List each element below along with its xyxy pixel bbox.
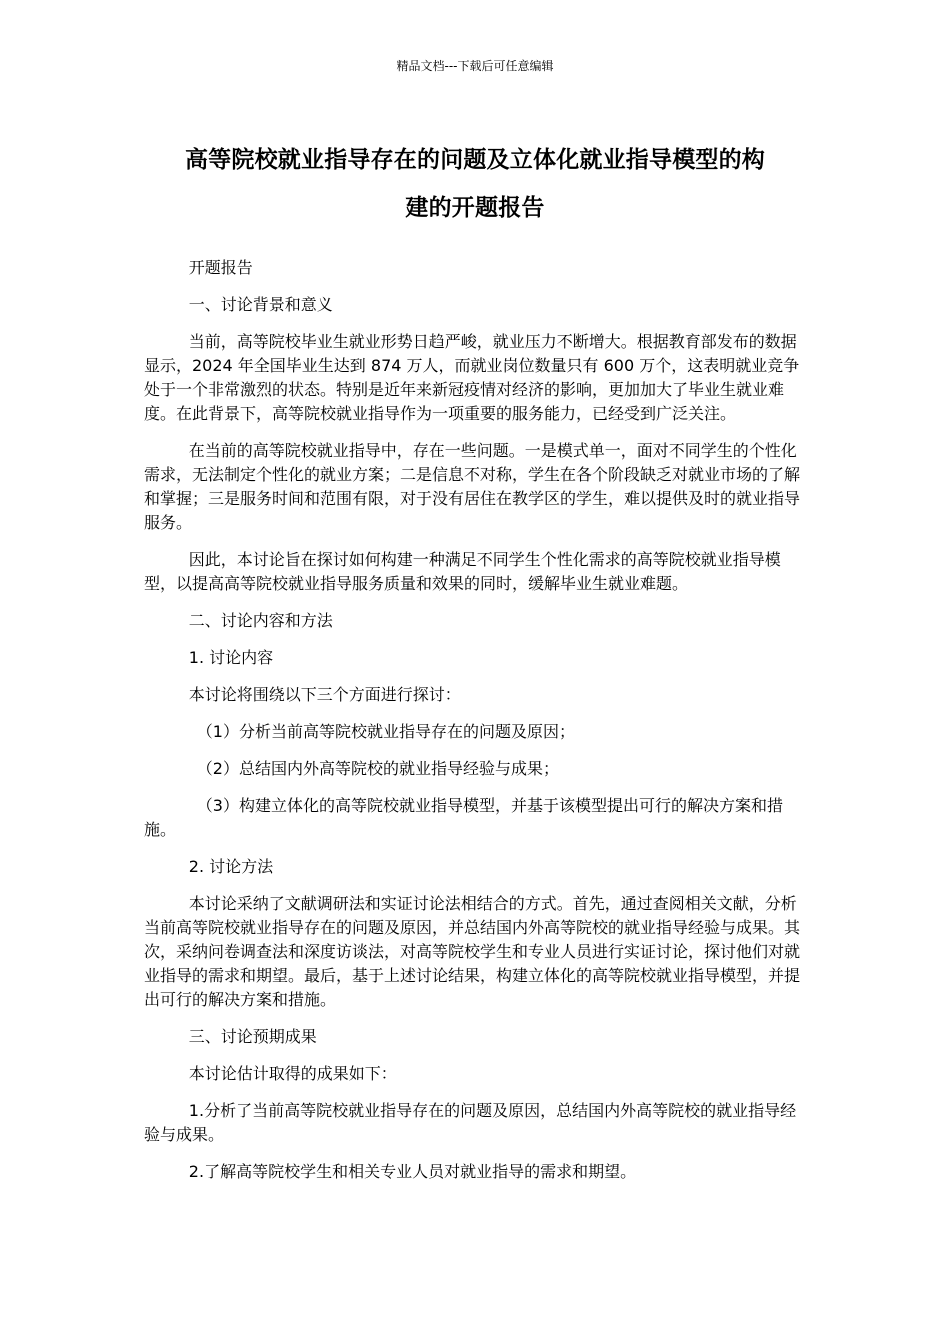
paragraph: 本讨论估计取得的成果如下： — [188, 1064, 397, 1083]
heading-background: 一、讨论背景和意义 — [188, 295, 333, 314]
list-item: （3）构建立体化的高等院校就业指导模型，并基于该模型提出可行的解决方案和措施。 — [144, 796, 783, 839]
subheading-method: 2. 讨论方法 — [188, 857, 274, 876]
outcome-item: 1.分析了当前高等院校就业指导存在的问题及原因，总结国内外高等院校的就业指导经验与成果。 — [144, 1101, 797, 1144]
document-body — [144, 256, 812, 1197]
document-title — [100, 136, 850, 232]
heading-content-method: 二、讨论内容和方法 — [188, 611, 333, 630]
paragraph: 当前，高等院校毕业生就业形势日趋严峻，就业压力不断增大。根据教育部发布的数据显示，2024 年全国毕业生达到 874 万人，而就业岗位数量只有 600 万个，这表明就业竞争处于一个非常激烈的状态。特别是近年来新冠疫情对经济的影响，更加加大了毕业生就业难度。在此背景下，高等院校就业指导作为一项重要的服务能力，已经受到广泛关注。 — [144, 332, 800, 423]
paragraph: 本讨论将围绕以下三个方面进行探讨： — [188, 685, 461, 704]
paragraph: 因此，本讨论旨在探讨如何构建一种满足不同学生个性化需求的高等院校就业指导模型，以提高高等院校就业指导服务质量和效果的同时，缓解毕业生就业难题。 — [144, 550, 781, 593]
page-header: 精品文档---下载后可任意编辑 — [396, 59, 554, 73]
subheading-content: 1. 讨论内容 — [188, 648, 274, 667]
heading-outcomes: 三、讨论预期成果 — [188, 1027, 317, 1046]
paragraph: 本讨论采纳了文献调研法和实证讨论法相结合的方式。首先，通过查阅相关文献，分析当前高等院校就业指导存在的问题及原因，并总结国内外高等院校的就业指导经验与成果。其次，采纳问卷调查法和深度访谈法，对高等院校学生和专业人员进行实证讨论，探讨他们对就业指导的需求和期望。最后，基于上述讨论结果，构建立体化的高等院校就业指导模型，并提出可行的解决方案和措施。 — [144, 894, 801, 1009]
list-item: （1）分析当前高等院校就业指导存在的问题及原因； — [196, 722, 575, 741]
title-line-1: 高等院校就业指导存在的问题及立体化就业指导模型的构 — [185, 147, 765, 173]
outcome-item: 2.了解高等院校学生和相关专业人员对就业指导的需求和期望。 — [188, 1162, 637, 1181]
section-label: 开题报告 — [188, 258, 253, 277]
paragraph: 在当前的高等院校就业指导中，存在一些问题。一是模式单一，面对不同学生的个性化需求，无法制定个性化的就业方案；二是信息不对称，学生在各个阶段缺乏对就业市场的了解和掌握；三是服务时间和范围有限，对于没有居住在教学区的学生，难以提供及时的就业指导服务。 — [144, 441, 801, 532]
title-line-2: 建的开题报告 — [405, 195, 545, 221]
list-item: （2）总结国内外高等院校的就业指导经验与成果； — [196, 759, 559, 778]
